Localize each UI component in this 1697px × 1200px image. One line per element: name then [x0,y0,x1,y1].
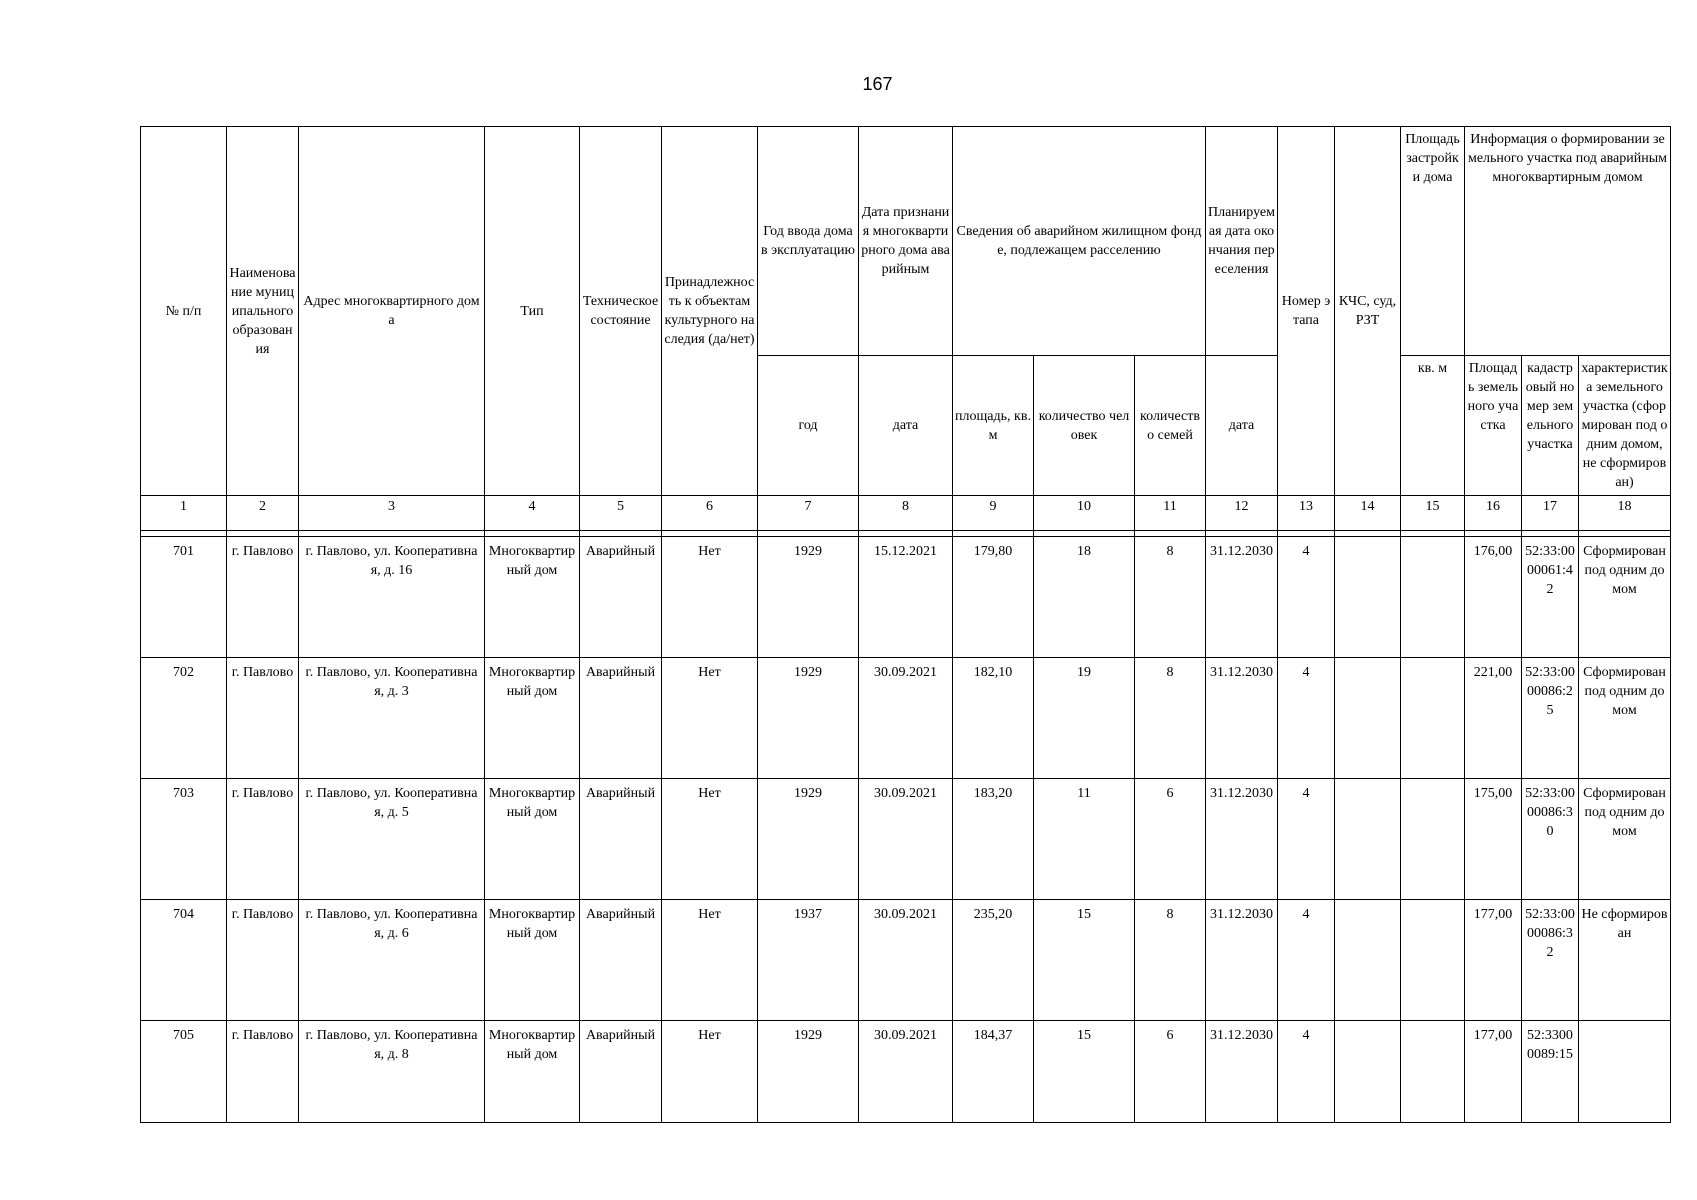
cell-emergency-date: 30.09.2021 [859,1021,953,1123]
page-number: 167 [862,74,893,94]
cell-number: 705 [141,1021,227,1123]
header-land-area: Площадь земельного участка [1465,356,1522,496]
cell-municipality: г. Павлово [227,658,299,779]
cell-families: 8 [1135,900,1206,1021]
header-row [141,127,1671,356]
cell-stage: 4 [1278,1021,1335,1123]
cell-planned-date: 31.12.2030 [1206,658,1278,779]
cell-building-area [1401,1021,1465,1123]
subheader-people: количество человек [1034,356,1135,496]
cell-commission-year: 1929 [758,537,859,658]
column-number: 7 [758,496,859,531]
table-row [141,658,1671,779]
table-row [141,1021,1671,1123]
cell-commission-year: 1929 [758,779,859,900]
column-number: 16 [1465,496,1522,531]
cell-kchs [1335,537,1401,658]
cell-area: 182,10 [953,658,1034,779]
cell-municipality: г. Павлово [227,537,299,658]
cell-number: 702 [141,658,227,779]
cell-number: 704 [141,900,227,1021]
cell-land-area: 177,00 [1465,1021,1522,1123]
cell-heritage: Нет [662,779,758,900]
emergency-housing-table [140,126,1671,1123]
cell-land-characteristic: Сформирован под одним домом [1579,537,1671,658]
column-number: 10 [1034,496,1135,531]
column-number: 9 [953,496,1034,531]
cell-condition: Аварийный [580,779,662,900]
cell-cadastral-number: 52:33:0000086:25 [1522,658,1579,779]
column-number: 15 [1401,496,1465,531]
cell-area: 184,37 [953,1021,1034,1123]
cell-planned-date: 31.12.2030 [1206,900,1278,1021]
subheader-area: площадь, кв.м [953,356,1034,496]
cell-people: 11 [1034,779,1135,900]
table-row [141,537,1671,658]
column-number: 1 [141,496,227,531]
cell-commission-year: 1929 [758,1021,859,1123]
cell-area: 183,20 [953,779,1034,900]
cell-land-characteristic [1579,1021,1671,1123]
column-number: 13 [1278,496,1335,531]
header-municipality: Наименование муниципального образования [227,127,299,496]
cell-cadastral-number: 52:33000089:15 [1522,1021,1579,1123]
cell-heritage: Нет [662,1021,758,1123]
cell-families: 6 [1135,1021,1206,1123]
cell-municipality: г. Павлово [227,779,299,900]
cell-planned-date: 31.12.2030 [1206,1021,1278,1123]
subheader-year: год [758,356,859,496]
cell-people: 15 [1034,1021,1135,1123]
cell-land-characteristic: Сформирован под одним домом [1579,779,1671,900]
cell-emergency-date: 15.12.2021 [859,537,953,658]
header-building-area: Площадь застройки дома [1401,127,1465,356]
cell-type: Многоквартирный дом [485,900,580,1021]
column-number: 12 [1206,496,1278,531]
cell-people: 19 [1034,658,1135,779]
header-condition: Техническое состояние [580,127,662,496]
column-number: 2 [227,496,299,531]
column-number: 4 [485,496,580,531]
cell-heritage: Нет [662,658,758,779]
cell-area: 235,20 [953,900,1034,1021]
subheader-planned-date: дата [1206,356,1278,496]
cell-families: 8 [1135,658,1206,779]
cell-land-characteristic: Сформирован под одним домом [1579,658,1671,779]
cell-stage: 4 [1278,658,1335,779]
header-stage: Номер этапа [1278,127,1335,496]
cell-building-area [1401,900,1465,1021]
cell-emergency-date: 30.09.2021 [859,658,953,779]
cell-heritage: Нет [662,900,758,1021]
header-fund-info: Сведения об аварийном жилищном фонде, подлежащем расселению [953,127,1206,356]
cell-number: 701 [141,537,227,658]
table-row [141,900,1671,1021]
cell-type: Многоквартирный дом [485,537,580,658]
cell-cadastral-number: 52:33:0000061:42 [1522,537,1579,658]
cell-people: 18 [1034,537,1135,658]
table-row [141,779,1671,900]
column-number: 18 [1579,496,1671,531]
cell-commission-year: 1937 [758,900,859,1021]
cell-address: г. Павлово, ул. Кооперативная, д. 8 [299,1021,485,1123]
cell-planned-date: 31.12.2030 [1206,537,1278,658]
cell-building-area [1401,537,1465,658]
cell-condition: Аварийный [580,1021,662,1123]
header-land-info: Информация о формировании земельного участка под аварийным многоквартирным домом [1465,127,1671,356]
cell-address: г. Павлово, ул. Кооперативная, д. 6 [299,900,485,1021]
cell-people: 15 [1034,900,1135,1021]
header-type: Тип [485,127,580,496]
column-number: 6 [662,496,758,531]
cell-kchs [1335,1021,1401,1123]
cell-address: г. Павлово, ул. Кооперативная, д. 5 [299,779,485,900]
header-address: Адрес многоквартирного дома [299,127,485,496]
header-kchs: КЧС, суд, РЗТ [1335,127,1401,496]
cell-cadastral-number: 52:33:0000086:32 [1522,900,1579,1021]
column-number: 11 [1135,496,1206,531]
cell-kchs [1335,658,1401,779]
cell-condition: Аварийный [580,537,662,658]
cell-emergency-date: 30.09.2021 [859,900,953,1021]
cell-condition: Аварийный [580,658,662,779]
header-heritage: Принадлежность к объектам культурного наследия (да/нет) [662,127,758,496]
header-number: № п/п [141,127,227,496]
subheader-date: дата [859,356,953,496]
cell-condition: Аварийный [580,900,662,1021]
cell-address: г. Павлово, ул. Кооперативная, д. 16 [299,537,485,658]
cell-building-area [1401,779,1465,900]
header-planned-date: Планируемая дата окончания переселения [1206,127,1278,356]
column-number: 8 [859,496,953,531]
cell-type: Многоквартирный дом [485,779,580,900]
header-emergency-date: Дата признания многоквартирного дома аварийным [859,127,953,356]
cell-stage: 4 [1278,900,1335,1021]
column-number: 5 [580,496,662,531]
cell-land-characteristic: Не сформирован [1579,900,1671,1021]
cell-stage: 4 [1278,779,1335,900]
cell-families: 6 [1135,779,1206,900]
cell-type: Многоквартирный дом [485,658,580,779]
cell-cadastral-number: 52:33:0000086:30 [1522,779,1579,900]
cell-address: г. Павлово, ул. Кооперативная, д. 3 [299,658,485,779]
cell-land-area: 175,00 [1465,779,1522,900]
column-number: 14 [1335,496,1401,531]
cell-land-area: 221,00 [1465,658,1522,779]
header-cadastral-number: кадастровый номер земельного участка [1522,356,1579,496]
cell-type: Многоквартирный дом [485,1021,580,1123]
column-number: 17 [1522,496,1579,531]
cell-emergency-date: 30.09.2021 [859,779,953,900]
cell-number: 703 [141,779,227,900]
subheader-families: количество семей [1135,356,1206,496]
cell-kchs [1335,900,1401,1021]
cell-heritage: Нет [662,537,758,658]
cell-building-area [1401,658,1465,779]
subheader-sq-m: кв. м [1401,356,1465,496]
column-number: 3 [299,496,485,531]
cell-municipality: г. Павлово [227,1021,299,1123]
cell-stage: 4 [1278,537,1335,658]
cell-municipality: г. Павлово [227,900,299,1021]
cell-land-area: 176,00 [1465,537,1522,658]
cell-commission-year: 1929 [758,658,859,779]
column-numbers-row [141,496,1671,531]
cell-families: 8 [1135,537,1206,658]
header-land-characteristic: характеристика земельного участка (сформирован под одним домом, не сформирован) [1579,356,1671,496]
cell-kchs [1335,779,1401,900]
header-commission-year: Год ввода дома в эксплуатацию [758,127,859,356]
cell-land-area: 177,00 [1465,900,1522,1021]
cell-planned-date: 31.12.2030 [1206,779,1278,900]
cell-area: 179,80 [953,537,1034,658]
